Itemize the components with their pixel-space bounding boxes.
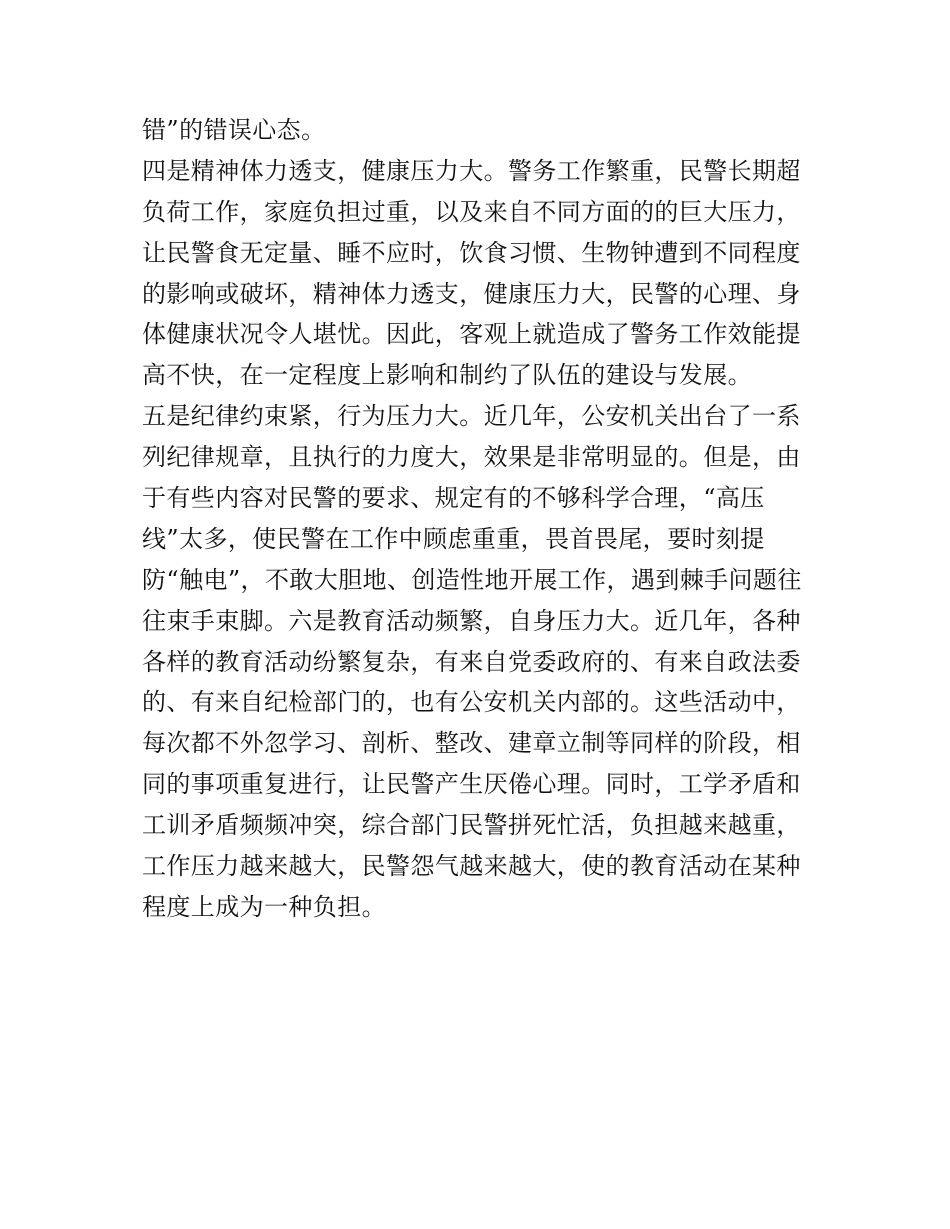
text-line-1: 错”的错误心态。 — [142, 116, 326, 144]
text-line-6: 体健康状况令人堪忧。因此，客观上就造成了警务工作效能提 — [142, 320, 801, 349]
text-line-4: 让民警食无定量、睡不应时，饮食习惯、生物钟遭到不同程度 — [142, 238, 801, 267]
text-line-8: 五是纪律约束紧，行为压力大。近几年，公安机关出台了一系 — [142, 402, 801, 431]
text-line-18: 工训矛盾频频冲突，综合部门民警拼死忙活，负担越来越重， — [142, 811, 801, 840]
text-line-13: 往束手束脚。六是教育活动频繁，自身压力大。近几年，各种 — [142, 606, 801, 635]
text-line-10: 于有些内容对民警的要求、规定有的不够科学合理，“高压 — [142, 484, 765, 513]
text-line-2: 四是精神体力透支，健康压力大。警务工作繁重，民警长期超 — [142, 156, 801, 185]
text-line-20: 程度上成为一种负担。 — [142, 892, 386, 921]
text-line-12: 防“触电”，不敢大胆地、创造性地开展工作，遇到棘手问题往 — [142, 565, 802, 594]
text-line-17: 同的事项重复进行，让民警产生厌倦心理。同时，工学矛盾和 — [142, 770, 801, 799]
body-text — [142, 110, 822, 928]
text-line-9: 列纪律规章，且执行的力度大，效果是非常明显的。但是，由 — [142, 443, 801, 472]
text-line-15: 的、有来自纪检部门的，也有公安机关内部的。这些活动中， — [142, 688, 801, 717]
text-line-11: 线”太多，使民警在工作中顾虑重重，畏首畏尾，要时刻提 — [142, 524, 765, 553]
text-line-19: 工作压力越来越大，民警怨气越来越大，使的教育活动在某种 — [142, 852, 801, 881]
text-line-3: 负荷工作，家庭负担过重，以及来自不同方面的的巨大压力， — [142, 197, 801, 226]
text-line-16: 每次都不外忽学习、剖析、整改、建章立制等同样的阶段，相 — [142, 729, 801, 758]
text-line-7: 高不快，在一定程度上影响和制约了队伍的建设与发展。 — [142, 361, 752, 390]
text-line-5: 的影响或破坏，精神体力透支，健康压力大，民警的心理、身 — [142, 279, 801, 308]
text-line-14: 各样的教育活动纷繁复杂，有来自党委政府的、有来自政法委 — [142, 647, 801, 676]
